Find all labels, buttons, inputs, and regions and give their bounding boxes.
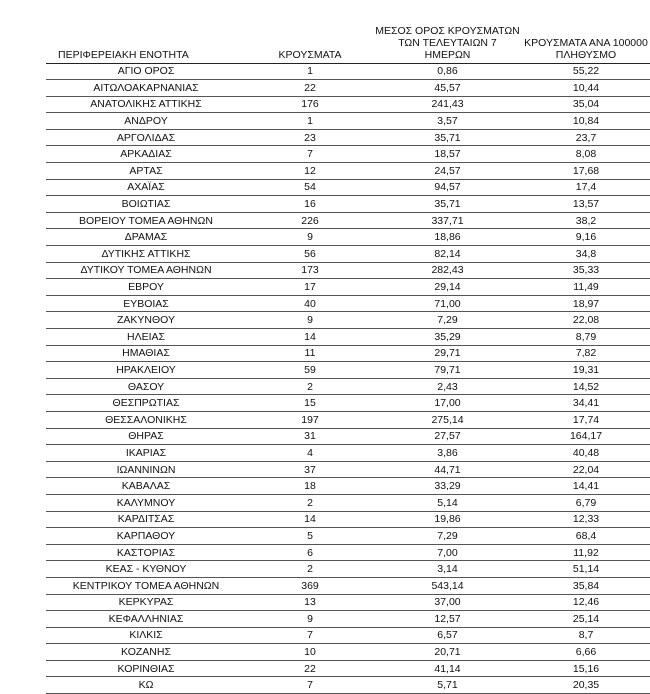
table-row [46, 345, 650, 362]
cell-region: ΙΚΑΡΙΑΣ [46, 445, 246, 462]
cell-cases: 59 [246, 362, 374, 379]
cell-avg-7-days: 6,57 [374, 627, 521, 644]
cell-region: ΚΑΒΑΛΑΣ [46, 478, 246, 495]
table-row [46, 163, 650, 180]
cell-avg-7-days: 337,71 [374, 212, 521, 229]
cell-cases: 197 [246, 411, 374, 428]
table-row [46, 561, 650, 578]
cell-region: ΒΟΡΕΙΟΥ ΤΟΜΕΑ ΑΘΗΝΩΝ [46, 212, 246, 229]
table-row [46, 511, 650, 528]
cell-per-100k: 19,31 [521, 362, 650, 379]
cell-region: ΚΑΣΤΟΡΙΑΣ [46, 544, 246, 561]
cell-per-100k: 12,46 [521, 594, 650, 611]
cell-region: ΚΕΑΣ - ΚΥΘΝΟΥ [46, 561, 246, 578]
cell-region: ΑΡΚΑΔΙΑΣ [46, 146, 246, 163]
cell-cases: 7 [246, 677, 374, 694]
cell-per-100k: 11,92 [521, 544, 650, 561]
cell-avg-7-days: 35,29 [374, 329, 521, 346]
cell-avg-7-days: 18,57 [374, 146, 521, 163]
cell-avg-7-days: 24,57 [374, 163, 521, 180]
cell-per-100k: 14,52 [521, 378, 650, 395]
cell-per-100k: 25,14 [521, 611, 650, 628]
cell-region: ΚΑΡΠΑΘΟΥ [46, 528, 246, 545]
cell-avg-7-days: 7,00 [374, 544, 521, 561]
cell-cases: 22 [246, 80, 374, 97]
table-row [46, 577, 650, 594]
cell-region: ΘΕΣΣΑΛΟΝΙΚΗΣ [46, 411, 246, 428]
cell-per-100k: 15,16 [521, 660, 650, 677]
cell-region: ΗΜΑΘΙΑΣ [46, 345, 246, 362]
cell-cases: 31 [246, 428, 374, 445]
cell-avg-7-days: 45,57 [374, 80, 521, 97]
cell-per-100k: 8,7 [521, 627, 650, 644]
table-header-row [46, 13, 650, 63]
cell-region: ΚΟΡΙΝΘΙΑΣ [46, 660, 246, 677]
cell-per-100k: 17,68 [521, 163, 650, 180]
cell-region: ΚΑΛΥΜΝΟΥ [46, 494, 246, 511]
cell-region: ΕΥΒΟΙΑΣ [46, 295, 246, 312]
cell-avg-7-days: 35,71 [374, 196, 521, 213]
table-row [46, 179, 650, 196]
cell-region: ΗΡΑΚΛΕΙΟΥ [46, 362, 246, 379]
cell-cases: 2 [246, 378, 374, 395]
cell-region: ΔΥΤΙΚΗΣ ΑΤΤΙΚΗΣ [46, 246, 246, 263]
cell-avg-7-days: 543,14 [374, 577, 521, 594]
cell-cases: 173 [246, 262, 374, 279]
cell-per-100k: 164,17 [521, 428, 650, 445]
cell-region: ΚΕΡΚΥΡΑΣ [46, 594, 246, 611]
cell-region: ΚΑΡΔΙΤΣΑΣ [46, 511, 246, 528]
cell-per-100k: 17,4 [521, 179, 650, 196]
table-row [46, 478, 650, 495]
cell-cases: 369 [246, 577, 374, 594]
cell-avg-7-days: 12,57 [374, 611, 521, 628]
table-row [46, 146, 650, 163]
cell-region: ΙΩΑΝΝΙΝΩΝ [46, 461, 246, 478]
cell-per-100k: 14,41 [521, 478, 650, 495]
cell-cases: 13 [246, 594, 374, 611]
table-row [46, 644, 650, 661]
cell-per-100k: 8,08 [521, 146, 650, 163]
table-row [46, 660, 650, 677]
cell-per-100k: 7,82 [521, 345, 650, 362]
cell-region: ΑΝΔΡΟΥ [46, 113, 246, 130]
cell-region: ΑΡΓΟΛΙΔΑΣ [46, 129, 246, 146]
cell-avg-7-days: 19,86 [374, 511, 521, 528]
cell-per-100k: 18,97 [521, 295, 650, 312]
header-cases-per-100k: ΚΡΟΥΣΜΑΤΑ ΑΝΑ 100000 ΠΛΗΘΥΣΜΟ [521, 13, 650, 63]
cell-region: ΗΛΕΙΑΣ [46, 329, 246, 346]
cell-region: ΖΑΚΥΝΘΟΥ [46, 312, 246, 329]
cell-avg-7-days: 29,71 [374, 345, 521, 362]
cell-per-100k: 12,33 [521, 511, 650, 528]
cell-cases: 176 [246, 96, 374, 113]
cell-region: ΚΕΝΤΡΙΚΟΥ ΤΟΜΕΑ ΑΘΗΝΩΝ [46, 577, 246, 594]
header-cases: ΚΡΟΥΣΜΑΤΑ [246, 13, 374, 63]
cell-per-100k: 22,04 [521, 461, 650, 478]
cell-region: ΕΒΡΟΥ [46, 279, 246, 296]
cell-region: ΚΩ [46, 677, 246, 694]
cell-region: ΑΡΤΑΣ [46, 163, 246, 180]
cell-cases: 4 [246, 445, 374, 462]
cell-avg-7-days: 35,71 [374, 129, 521, 146]
cell-avg-7-days: 17,00 [374, 395, 521, 412]
cell-per-100k: 8,79 [521, 329, 650, 346]
cell-per-100k: 55,22 [521, 63, 650, 80]
cell-cases: 7 [246, 146, 374, 163]
table-body [46, 63, 650, 694]
table-row [46, 395, 650, 412]
table-row [46, 80, 650, 97]
table-row [46, 312, 650, 329]
cell-avg-7-days: 27,57 [374, 428, 521, 445]
cell-per-100k: 34,8 [521, 246, 650, 263]
cell-cases: 5 [246, 528, 374, 545]
cell-avg-7-days: 44,71 [374, 461, 521, 478]
cell-cases: 40 [246, 295, 374, 312]
cell-avg-7-days: 82,14 [374, 246, 521, 263]
cell-avg-7-days: 71,00 [374, 295, 521, 312]
cell-region: ΔΡΑΜΑΣ [46, 229, 246, 246]
cell-avg-7-days: 29,14 [374, 279, 521, 296]
cell-cases: 1 [246, 63, 374, 80]
cell-per-100k: 35,04 [521, 96, 650, 113]
table-row [46, 295, 650, 312]
cell-avg-7-days: 37,00 [374, 594, 521, 611]
table-row [46, 129, 650, 146]
cell-cases: 17 [246, 279, 374, 296]
cell-per-100k: 35,84 [521, 577, 650, 594]
table-row [46, 445, 650, 462]
cell-cases: 9 [246, 312, 374, 329]
cell-region: ΑΙΤΩΛΟΑΚΑΡΝΑΝΙΑΣ [46, 80, 246, 97]
cell-cases: 14 [246, 329, 374, 346]
regional-cases-table [46, 13, 650, 694]
header-region: ΠΕΡΙΦΕΡΕΙΑΚΗ ΕΝΟΤΗΤΑ [46, 13, 246, 63]
cell-avg-7-days: 282,43 [374, 262, 521, 279]
cell-cases: 14 [246, 511, 374, 528]
cell-avg-7-days: 18,86 [374, 229, 521, 246]
cell-cases: 12 [246, 163, 374, 180]
table-row [46, 677, 650, 694]
cell-region: ΑΓΙΟ ΟΡΟΣ [46, 63, 246, 80]
cell-region: ΚΕΦΑΛΛΗΝΙΑΣ [46, 611, 246, 628]
cell-region: ΑΝΑΤΟΛΙΚΗΣ ΑΤΤΙΚΗΣ [46, 96, 246, 113]
cell-cases: 9 [246, 229, 374, 246]
table-row [46, 246, 650, 263]
table-row [46, 329, 650, 346]
cell-cases: 54 [246, 179, 374, 196]
cell-cases: 6 [246, 544, 374, 561]
cell-cases: 23 [246, 129, 374, 146]
cell-cases: 56 [246, 246, 374, 263]
cell-avg-7-days: 7,29 [374, 528, 521, 545]
cell-cases: 226 [246, 212, 374, 229]
cell-per-100k: 38,2 [521, 212, 650, 229]
covid-cases-table-sheet [46, 13, 650, 694]
cell-per-100k: 51,14 [521, 561, 650, 578]
cell-avg-7-days: 94,57 [374, 179, 521, 196]
table-row [46, 196, 650, 213]
cell-per-100k: 34,41 [521, 395, 650, 412]
cell-region: ΒΟΙΩΤΙΑΣ [46, 196, 246, 213]
cell-avg-7-days: 2,43 [374, 378, 521, 395]
cell-per-100k: 13,57 [521, 196, 650, 213]
cell-avg-7-days: 241,43 [374, 96, 521, 113]
table-row [46, 544, 650, 561]
cell-per-100k: 6,66 [521, 644, 650, 661]
table-row [46, 594, 650, 611]
cell-region: ΚΙΛΚΙΣ [46, 627, 246, 644]
cell-cases: 11 [246, 345, 374, 362]
cell-per-100k: 40,48 [521, 445, 650, 462]
table-row [46, 279, 650, 296]
cell-avg-7-days: 41,14 [374, 660, 521, 677]
header-avg-7-days: ΜΕΣΟΣ ΟΡΟΣ ΚΡΟΥΣΜΑΤΩΝ ΤΩΝ ΤΕΛΕΥΤΑΙΩΝ 7 ΗΜΕΡΩΝ [374, 13, 521, 63]
cell-cases: 2 [246, 561, 374, 578]
cell-cases: 7 [246, 627, 374, 644]
table-row [46, 229, 650, 246]
cell-avg-7-days: 3,57 [374, 113, 521, 130]
table-row [46, 262, 650, 279]
cell-cases: 37 [246, 461, 374, 478]
table-row [46, 528, 650, 545]
cell-cases: 2 [246, 494, 374, 511]
table-row [46, 63, 650, 80]
cell-cases: 9 [246, 611, 374, 628]
cell-avg-7-days: 33,29 [374, 478, 521, 495]
cell-per-100k: 9,16 [521, 229, 650, 246]
cell-cases: 16 [246, 196, 374, 213]
table-row [46, 411, 650, 428]
table-row [46, 113, 650, 130]
cell-avg-7-days: 3,14 [374, 561, 521, 578]
cell-per-100k: 68,4 [521, 528, 650, 545]
cell-avg-7-days: 5,14 [374, 494, 521, 511]
cell-region: ΘΗΡΑΣ [46, 428, 246, 445]
cell-per-100k: 23,7 [521, 129, 650, 146]
cell-per-100k: 10,44 [521, 80, 650, 97]
cell-per-100k: 17,74 [521, 411, 650, 428]
cell-cases: 15 [246, 395, 374, 412]
cell-avg-7-days: 0,86 [374, 63, 521, 80]
table-row [46, 362, 650, 379]
cell-region: ΔΥΤΙΚΟΥ ΤΟΜΕΑ ΑΘΗΝΩΝ [46, 262, 246, 279]
cell-avg-7-days: 5,71 [374, 677, 521, 694]
table-row [46, 378, 650, 395]
cell-region: ΘΑΣΟΥ [46, 378, 246, 395]
table-row [46, 212, 650, 229]
cell-per-100k: 35,33 [521, 262, 650, 279]
table-row [46, 428, 650, 445]
cell-per-100k: 10,84 [521, 113, 650, 130]
table-row [46, 96, 650, 113]
cell-region: ΚΟΖΑΝΗΣ [46, 644, 246, 661]
cell-per-100k: 11,49 [521, 279, 650, 296]
cell-cases: 18 [246, 478, 374, 495]
cell-avg-7-days: 20,71 [374, 644, 521, 661]
table-row [46, 627, 650, 644]
cell-cases: 1 [246, 113, 374, 130]
cell-avg-7-days: 7,29 [374, 312, 521, 329]
cell-per-100k: 20,35 [521, 677, 650, 694]
table-row [46, 461, 650, 478]
table-row [46, 611, 650, 628]
cell-per-100k: 6,79 [521, 494, 650, 511]
cell-cases: 10 [246, 644, 374, 661]
table-row [46, 494, 650, 511]
cell-avg-7-days: 3,86 [374, 445, 521, 462]
cell-cases: 22 [246, 660, 374, 677]
cell-per-100k: 22,08 [521, 312, 650, 329]
cell-avg-7-days: 275,14 [374, 411, 521, 428]
cell-avg-7-days: 79,71 [374, 362, 521, 379]
cell-region: ΑΧΑΪΑΣ [46, 179, 246, 196]
cell-region: ΘΕΣΠΡΩΤΙΑΣ [46, 395, 246, 412]
